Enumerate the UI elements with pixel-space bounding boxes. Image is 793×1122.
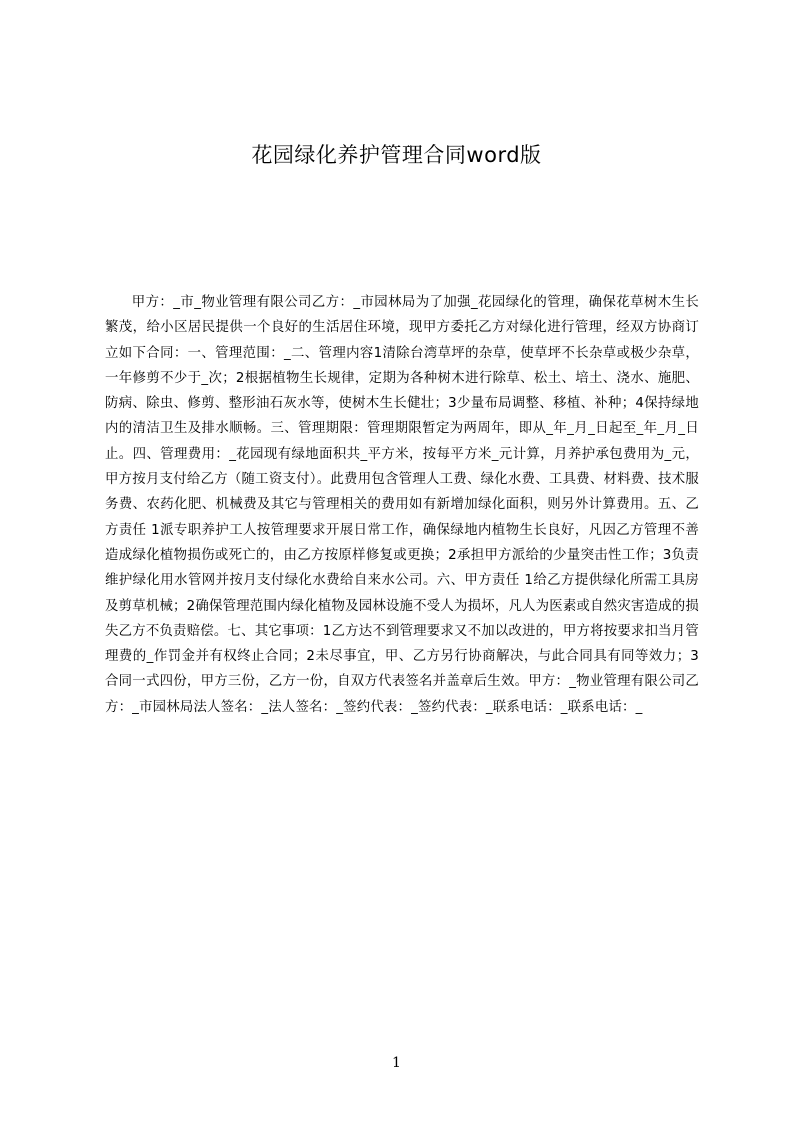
document-title: 花园绿化养护管理合同word版 [251, 143, 542, 167]
page-number: 1 [392, 1055, 401, 1071]
contract-body-paragraph: 甲方：_市_物业管理有限公司乙方：_市园林局为了加强_花园绿化的管理，确保花草树木生长繁茂，给小区居民提供一个良好的生活居住环境，现甲方委托乙方对绿化进行管理，经双方协商订立如下合同：一、管理范围：_二、管理内容1清除台湾草坪的杂草，使草坪不长杂草或极少杂草，一年修剪不少于_次；2根据植物生长规律，定期为各种树木进行除草、松土、培土、浇水、施肥、防病、除虫、修剪、整形油石灰水等，使树木生长健壮；3少量布局调整、移植、补种；4保持绿地内的清洁卫生及排水顺畅。三、管理期限：管理期限暂定为两周年，即从_年_月_日起至_年_月_日止。四、管理费用：_花园现有绿地面积共_平方米，按每平方米_元计算，月养护承包费用为_元，甲方按月支付给乙方（随工资支付）。此费用包含管理人工费、绿化水费、工具费、材料费、技术服务费、农药化肥、机械费及其它与管理相关的费用如有新增加绿化面积，则另外计算费用。五、乙方责任 1派专职养护工人按管理要求开展日常工作，确保绿地内植物生长良好，凡因乙方管理不善造成绿化植物损伤或死亡的，由乙方按原样修复或更换；2承担甲方派给的少量突击性工作；3负责维护绿化用水管网并按月支付绿化水费给自来水公司。六、甲方责任 1给乙方提供绿化所需工具房及剪草机械；2确保管理范围内绿化植物及园林设施不受人为损坏，凡人为医素或自然灾害造成的损失乙方不负责赔偿。七、其它事项：1乙方达不到管理要求又不加以改进的，甲方将按要求扣当月管理费的_作罚金并有权终止合同；2未尽事宜，甲、乙方另行协商解决，与此合同具有同等效力；3合同一式四份，甲方三份，乙方一份，自双方代表签名并盖章后生效。甲方：_物业管理有限公司乙方：_市园林局法人签名：_法人签名：_签约代表：_签约代表：_联系电话：_联系电话：_ [105, 295, 699, 715]
